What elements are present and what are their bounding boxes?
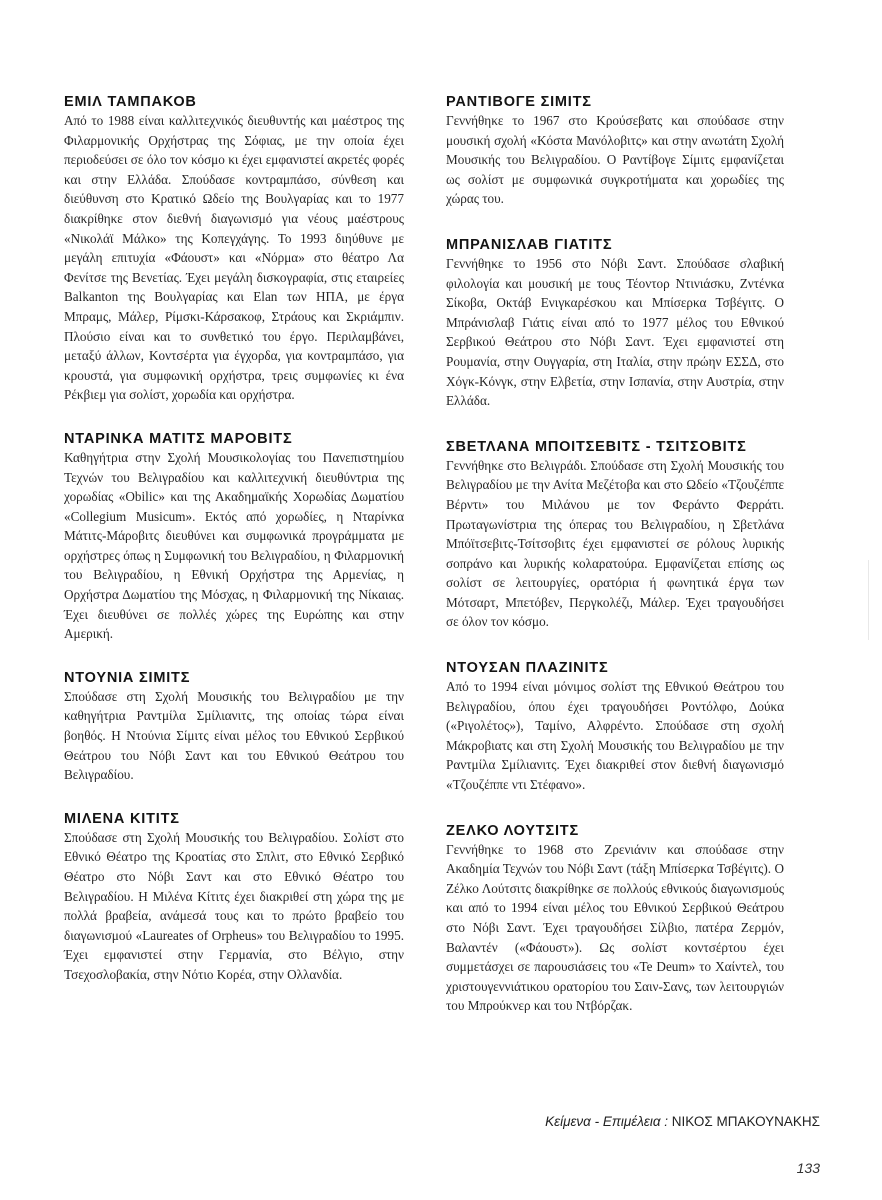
page-number: 133 [796, 1160, 820, 1176]
bio-entry-matits-marovits [64, 431, 404, 644]
bio-text: Καθηγήτρια στην Σχολή Μουσικολογίας του Πανεπιστημίου Τεχνών του Βελιγραδίου και καλλιτεχνική διευθύντρια της χορωδίας «Obilic» και της Ακαδημαϊκής Χορωδίας Δωματίου «Collegium Musicum». Εκτός από χορωδίες, η Νταρίνκα Μάτιτς-Μάροβιτς διευθύνει και συμφωνικά προγράμματα με ορχήστρες όπως η Συμφωνική του Βελιγραδίου, η Φιλαρμονική του Βελιγραδίου, η Εθνική Ορχήστρα της Αρμενίας, η Ορχήστρα Δωματίου της Μόσχας, η Φιλαρμονική της Νίκαιας. Έχει διευθύνει σε πολλές χώρες της Ευρώπης και στην Αμερική. [64, 449, 404, 642]
bio-text: Σπούδασε στη Σχολή Μουσικής του Βελιγραδίου με την καθηγήτρια Ραντμίλα Σμίλιανιτς, της οποίας τώρα είναι βοηθός. Η Ντούνια Σίμιτς είναι μέλος του Εθνικού Σερβικού Θεάτρου του Νόβι Σαντ και του Εθνικού Θεάτρου του Βελιγραδίου. [64, 688, 404, 783]
bio-entry-svetlana-boitsevits [446, 439, 784, 632]
bio-text: Γεννήθηκε το 1956 στο Νόβι Σαντ. Σπούδασε σλαβική φιλολογία και μουσική με τους Τέοντορ Ντινιάσκυ, Ζντένκα Σίκοβα, Οκτάβ Ενιγκαρέσκου και Μπίσερκα Τσβέγιτς. Ο Μπράνισλαβ Γιάτις είναι από το 1977 μέλος του Εθνικού Σερβικού Θεάτρου στο Νόβι Σαντ. Έχει εμφανιστεί στη Ρουμανία, στην Ουγγαρία, στη Ιταλία, στην πρώην ΕΣΣΔ, στο Χόγκ-Κόνγκ, στην Ελβετία, στην Ισπανία, στην Αυστρία, στην Ελλάδα. [446, 255, 784, 409]
bio-name: ΕΜΙΛ ΤΑΜΠΑΚΟΒ [64, 94, 197, 110]
bio-entry-zelko-loutsits [446, 823, 784, 1016]
bio-name: ΝΤΟΥΝΙΑ ΣΙΜΙΤΣ [64, 669, 191, 686]
bio-name: ΝΤΑΡΙΝΚΑ ΜΑΤΙΤΣ ΜΑΡΟΒΙΤΣ [64, 430, 293, 447]
bio-entry-dunia-simits [64, 670, 404, 785]
editorial-credit [545, 1114, 820, 1129]
bio-text: Από το 1988 είναι καλλιτεχνικός διευθυντής και μαέστρος της Φιλαρμονικής Ορχήστρας της Σόφιας, με την οποία έχει περιοδεύσει σε όλο τον κόσμο κι έχει εμφανιστεί ακρετές φορές και στην Ελλάδα. Σπούδασε κοντραμπάσο, σύνθεση και διεύθυνση στο Κρατικό Ωδείο της Βουλγαρίας και το 1977 διακρίθηκε στον διεθνή διαγωνισμό για νέους μαέστρους «Νικολάϊ Μάλκο» της Κοπεγχάγης. Το 1993 διηύθυνε με μεγάλη επιτυχία «Φάουστ» και «Νόρμα» στο θέατρο Λα Φενίτσε της Βενετίας. Έχει μεγάλη δισκογραφία, στις εταιρείες Balkanton της Βουλγαρίας και Elan των ΗΠΑ, με έργα Μπραμς, Μάλερ, Ρίμσκι-Κάρσακοφ, Στράους και Σκριάμπιν. Πλούσιο είναι και το συνθετικό του έργο. Περιλαμβάνει, μεταξύ άλλων, Κοντσέρτα για έγχορδα, για κοντραμπάσο, για κρουστά, για συμφωνική ορχήστρα, τρεις συμφωνίες κι ένα Ρέκβιεμ για σολίστ, χορωδία και ορχήστρα. [64, 113, 404, 403]
bio-entry-milena-kitits [64, 811, 404, 985]
bio-entry-tampakov [64, 94, 404, 405]
left-column [64, 94, 404, 1011]
bio-name: ΣΒΕΤΛΑΝΑ ΜΠΟΙΤΣΕΒΙΤΣ - ΤΣΙΤΣΟΒΙΤΣ [446, 438, 747, 455]
bio-name: ΡΑΝΤΙΒΟΓΕ ΣΙΜΙΤΣ [446, 94, 592, 110]
bio-text: Γεννήθηκε το 1968 στο Ζρενιάνιν και σπούδασε στην Ακαδημία Τεχνών του Νόβι Σαντ (τάξη Μπίσερκα Τσβέγιτς). Ο Ζέλκο Λούτσιτς διακρίθηκε σε πολλούς εθνικούς διαγωνισμούς και από το 1994 είναι μέλος του Εθνικού Σερβικού Θεάτρου στο Νόβι Σαντ. Έχει τραγουδήσει Σίλβιο, πατέρα Ζερμόν, Βαλαντέν («Φάουστ»). Ως σολίστ κοντσέρτου έχει συμμετάσχει σε παρουσιάσεις του «Te Deum» το Χαίντελ, του χριστουγεννιάτικου ορατορίου του Σαιν-Σανς, των λειτουργιών του Μπρούκνερ και του Ντβόρζακ. [446, 841, 784, 1014]
bio-text: Γεννήθηκε το 1967 στο Κρούσεβατς και σπούδασε στην μουσική σχολή «Κόστα Μανόλοβιτς» και στην ανωτάτη Σχολή Μουσικής του Βελιγραδίου. Ο Ραντίβογε Σίμιτς εμφανίζεται ως σολίστ με συμφωνικά συγκροτήματα και χορωδίες της χώρας του. [446, 113, 784, 207]
bio-entry-radivoge-simits [446, 94, 784, 209]
bio-text: Σπούδασε στη Σχολή Μουσικής του Βελιγραδίου. Σολίστ στο Εθνικό Θέατρο της Κροατίας στο Σπλιτ, στο Εθνικό Σερβικό Θέατρο στο Νόβι Σαντ και στο Εθνικό Θέατρο του Βελιγραδίου. Η Μιλένα Κίτιτς έχει διακριθεί στη χώρα της με πολλά βραβεία, ανάμεσά τους και το πρώτο βραβείο του διαγωνισμού «Laureates of Orpheus» του Βελιγραδίου το 1995. Έχει εμφανιστεί στην Γερμανία, στο Βέλγιο, στην Τσεχοσλοβακία, στην Νότιο Κορέα, στην Ολλανδία. [64, 829, 404, 982]
bio-name: ΖΕΛΚΟ ΛΟΥΤΣΙΤΣ [446, 822, 579, 839]
bio-name: ΜΙΛΕΝΑ ΚΙΤΙΤΣ [64, 810, 180, 827]
page-edge-shadow [868, 560, 869, 640]
bio-name: ΜΠΡΑΝΙΣΛΑΒ ΓΙΑΤΙΤΣ [446, 236, 613, 253]
bio-name: ΝΤΟΥΣΑΝ ΠΛΑΖΙΝΙΤΣ [446, 660, 609, 677]
credit-name: ΝΙΚΟΣ ΜΠΑΚΟΥΝΑΚΗΣ [671, 1114, 820, 1129]
bio-text: Από το 1994 είναι μόνιμος σολίστ της Εθνικού Θεάτρου του Βελιγραδίου, όπου έχει τραγουδήσει Ροντόλφο, Δούκα («Ριγολέτος»), Ταμίνο, Αλφρέντο. Σπούδασε στη σχολή Μάκροβιατς και στη Σχολή Μουσικής του Βελιγραδίου με την Ραντμίλα Σμίλιανιτς. Έχει διακριθεί στον διεθνή διαγωνισμό «Τζουζέππε ντι Στέφανο». [446, 679, 784, 793]
bio-entry-branislav-giatits [446, 237, 784, 411]
right-column [446, 94, 784, 1044]
bio-entry-dusan-plazinits [446, 660, 784, 795]
credit-label: Κείμενα - Επιμέλεια : [545, 1114, 669, 1129]
bio-text: Γεννήθηκε στο Βελιγράδι. Σπούδασε στη Σχολή Μουσικής του Βελιγραδίου με την Ανίτα Μεζέτοβα και στο Ωδείο «Τζουζέππε Βέρντι» του Μιλάνου με τον Φεράντο Φερράτι. Πρωταγωνίστρια της όπερας του Βελιγραδίου, η Σβετλάνα Μπόϊτσεβιτς-Τσίτσοβιτς έχει εμφανιστεί σε ρόλους λυρικής σοπράνο και λυρικής κολαρατούρα. Εμφανίζεται επίσης ως σολίστ σε λειτουργίες, ορατόρια ή φωνητικά έργα των Μότσαρτ, Μπετόβεν, Περγκολέζι, Μάλερ. Έχει τραγουδήσει σε όλον τον κόσμο. [446, 457, 784, 630]
